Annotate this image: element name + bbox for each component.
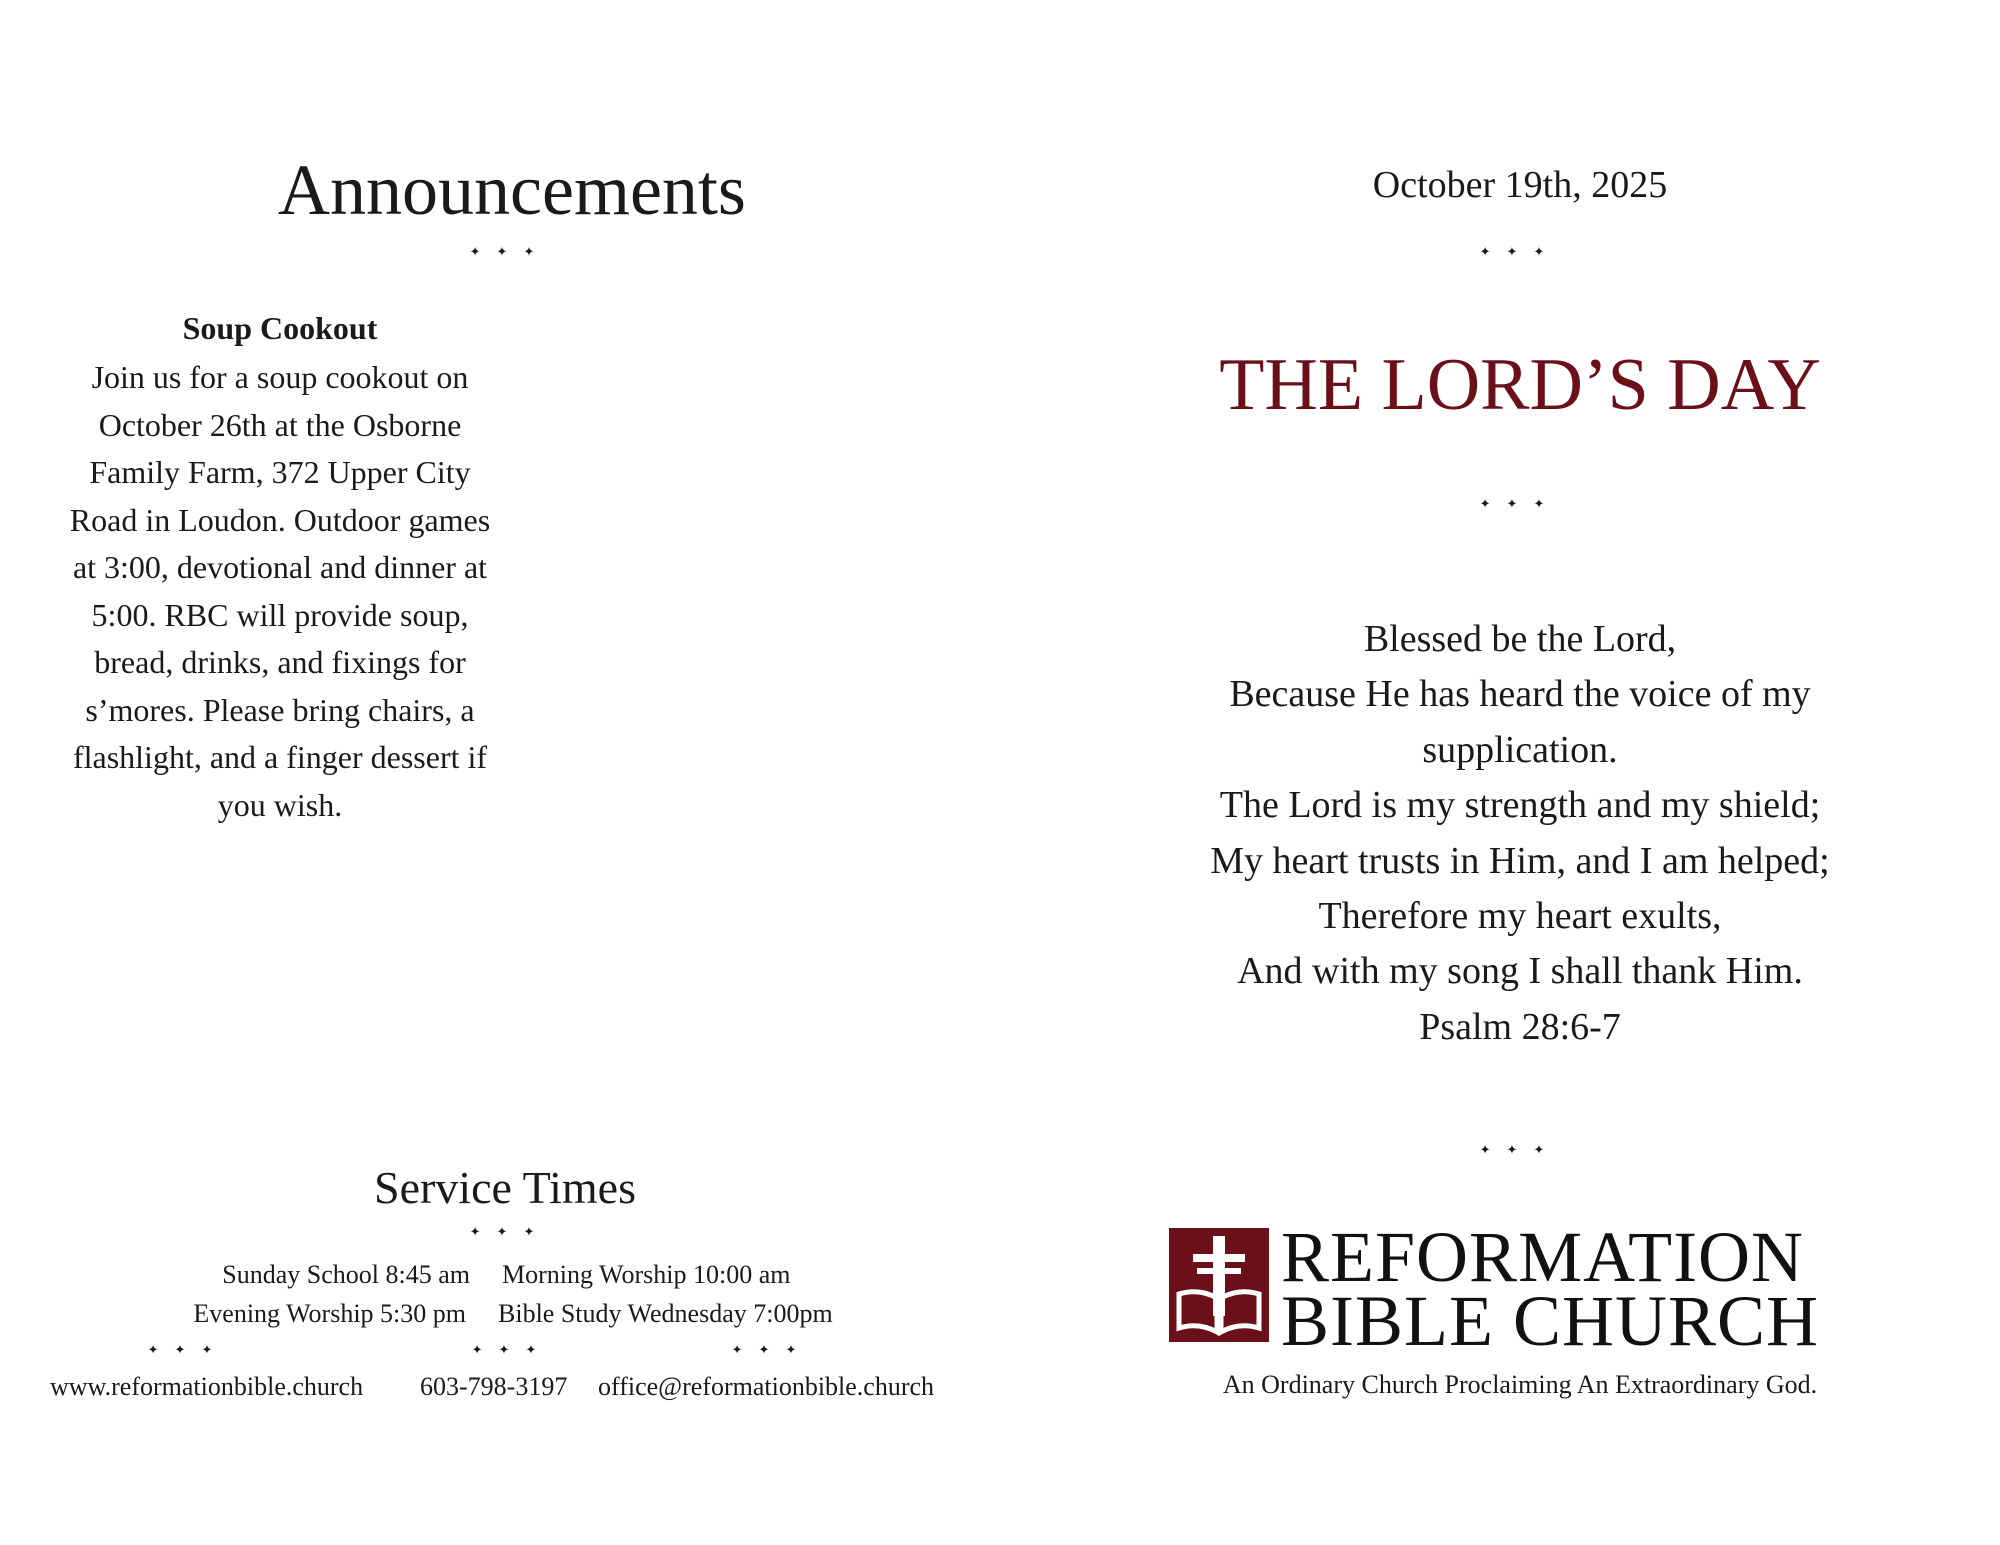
announcement-line: October 26th at the Osborne xyxy=(98,406,462,443)
announcement-body xyxy=(48,354,512,829)
announcement-line: Family Farm, 372 Upper City xyxy=(89,454,471,490)
ornament-stars: ✦✦✦ xyxy=(1479,497,1561,512)
announcement-line: 5:00. RBC will provide soup, xyxy=(91,596,469,633)
bulletin-date: October 19th, 2025 xyxy=(1372,164,1668,206)
logo-wordmark-line1: REFORMATION xyxy=(1281,1217,1805,1297)
logo-wordmark-line2: BIBLE CHURCH xyxy=(1281,1281,1820,1361)
verse-line: And with my song I shall thank Him. xyxy=(1237,950,1803,993)
ornament-stars: ✦✦✦ xyxy=(1479,1143,1561,1158)
sunday-school-time: Sunday School 8:45 am xyxy=(222,1260,470,1289)
verse-line: Blessed be the Lord, xyxy=(1363,618,1677,660)
ornament-stars: ✦✦✦ xyxy=(1479,245,1561,260)
scripture-verse xyxy=(1150,612,1890,1055)
announcement-line: flashlight, and a finger dessert if xyxy=(72,739,488,775)
announcement-line: you wish. xyxy=(217,786,343,823)
ornament-stars: ✦✦✦ xyxy=(469,1225,551,1240)
verse-line: The Lord is my strength and my shield; xyxy=(1219,784,1821,827)
announcement-heading: Soup Cookout xyxy=(182,310,378,346)
service-times-title: Service Times xyxy=(374,1162,636,1213)
ornament-stars: ✦✦✦ xyxy=(471,1343,553,1358)
ornament-stars: ✦✦✦ xyxy=(731,1343,813,1358)
verse-line: Because He has heard the voice of my xyxy=(1229,673,1811,716)
verse-line: Therefore my heart exults, xyxy=(1318,895,1722,938)
announcement-line: bread, drinks, and fixings for xyxy=(94,644,466,680)
evening-worship-time: Evening Worship 5:30 pm xyxy=(193,1299,466,1328)
church-tagline: An Ordinary Church Proclaiming An Extraordinary God. xyxy=(1222,1370,1818,1399)
email-link[interactable]: office@reformationbible.church xyxy=(598,1372,935,1401)
announcement-line: s’mores. Please bring chairs, a xyxy=(85,691,475,728)
ornament-stars: ✦✦✦ xyxy=(147,1343,229,1358)
ornament-stars: ✦✦✦ xyxy=(469,245,551,260)
cover-title: THE LORD’S DAY xyxy=(1219,344,1821,426)
bible-study-time: Bible Study Wednesday 7:00pm xyxy=(498,1299,833,1328)
verse-line: My heart trusts in Him, and I am helped; xyxy=(1210,839,1830,882)
announcements-title: Announcements xyxy=(278,150,746,230)
announcement-line: Road in Loudon. Outdoor games xyxy=(69,501,491,538)
website-link[interactable]: www.reformationbible.church xyxy=(50,1372,364,1401)
morning-worship-time: Morning Worship 10:00 am xyxy=(502,1260,791,1289)
announcement-line: at 3:00, devotional and dinner at xyxy=(72,549,488,585)
announcement-line: Join us for a soup cookout on xyxy=(91,359,469,395)
church-logo-icon xyxy=(1169,1228,1269,1342)
verse-line: supplication. xyxy=(1422,728,1618,771)
phone-number[interactable]: 603-798-3197 xyxy=(420,1372,568,1401)
verse-reference: Psalm 28:6-7 xyxy=(1419,1005,1621,1048)
